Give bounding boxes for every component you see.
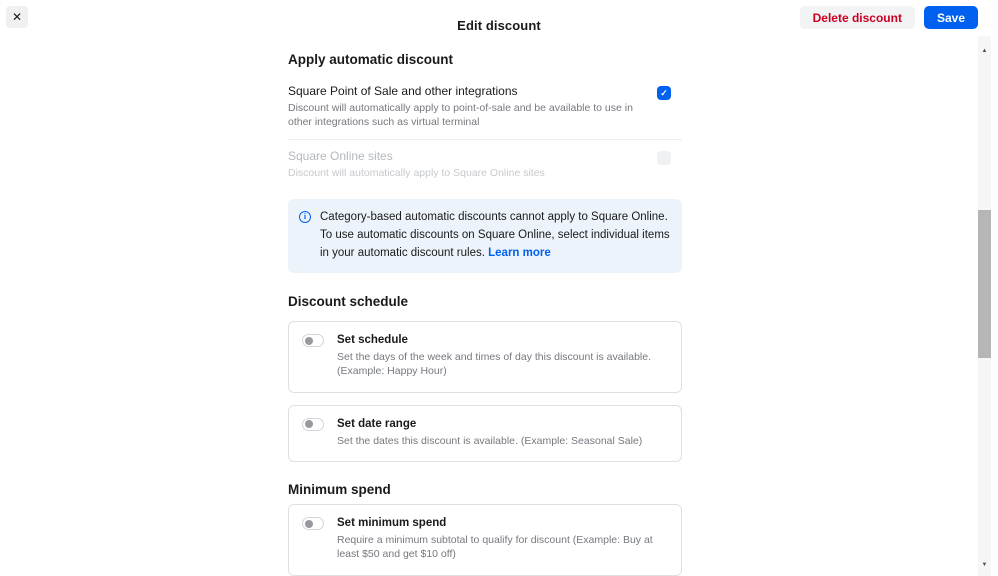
- learn-more-link[interactable]: Learn more: [488, 246, 551, 259]
- vertical-scrollbar[interactable]: [978, 36, 991, 576]
- set-minimum-spend-text: [337, 517, 667, 561]
- pos-integrations-description: Discount will automatically apply to point-of-sale and be available to use in other integrations such as virtual terminal: [288, 102, 633, 128]
- set-schedule-text: [337, 334, 667, 378]
- set-minimum-spend-card: [288, 504, 682, 575]
- set-schedule-toggle[interactable]: [302, 334, 324, 347]
- dialog-header: [0, 0, 998, 36]
- square-online-description: Discount will automatically apply to Square Online sites: [288, 167, 545, 180]
- square-online-title: Square Online sites: [288, 149, 393, 164]
- dialog-content: [288, 52, 682, 576]
- pos-integrations-title: Square Point of Sale and other integrations: [288, 84, 518, 98]
- info-icon-glyph: i: [303, 211, 307, 221]
- save-button[interactable]: Save: [924, 6, 978, 29]
- set-schedule-description: Set the days of the week and times of day this discount is available. (Example: Happy Hour): [337, 351, 652, 377]
- toggle-knob: [305, 520, 313, 528]
- delete-discount-button[interactable]: Delete discount: [800, 6, 915, 29]
- info-banner: [288, 199, 682, 273]
- set-schedule-title: Set schedule: [337, 334, 408, 347]
- set-date-range-description: Set the dates this discount is available. (Example: Seasonal Sale): [337, 434, 643, 447]
- toggle-knob: [305, 337, 313, 345]
- set-schedule-card: [288, 321, 682, 392]
- info-banner-message: Category-based automatic discounts cannot apply to Square Online. To use automatic discounts on Square Online, select individual items in your automatic discount rules.: [320, 210, 670, 259]
- set-date-range-text: [337, 418, 642, 449]
- header-actions: [800, 6, 978, 29]
- scroll-down-icon[interactable]: ▼: [981, 562, 988, 568]
- toggle-knob: [305, 420, 313, 428]
- pos-integrations-checkbox[interactable]: [657, 86, 671, 100]
- close-icon: ✕: [11, 10, 23, 24]
- scrollbar-thumb[interactable]: [978, 210, 991, 358]
- set-date-range-title: Set date range: [337, 417, 417, 430]
- discount-schedule-heading: Discount schedule: [288, 294, 409, 310]
- info-banner-text: [320, 209, 670, 262]
- check-icon: ✓: [660, 87, 668, 98]
- square-online-checkbox: [657, 151, 671, 165]
- square-online-row: [288, 149, 682, 181]
- minimum-spend-heading: Minimum spend: [288, 482, 391, 498]
- set-date-range-card: [288, 405, 682, 463]
- set-date-range-toggle[interactable]: [302, 418, 324, 431]
- scroll-up-icon[interactable]: ▲: [981, 48, 988, 54]
- set-minimum-spend-toggle[interactable]: [302, 517, 324, 530]
- page-title: Edit discount: [457, 18, 541, 33]
- apply-automatic-discount-heading: Apply automatic discount: [288, 52, 454, 67]
- set-minimum-spend-description: Require a minimum subtotal to qualify for discount (Example: Buy at least $50 and get $10 off): [337, 534, 653, 560]
- info-icon: [299, 211, 311, 223]
- pos-integrations-row: [288, 84, 682, 129]
- row-divider: [288, 139, 682, 140]
- set-minimum-spend-title: Set minimum spend: [337, 517, 447, 530]
